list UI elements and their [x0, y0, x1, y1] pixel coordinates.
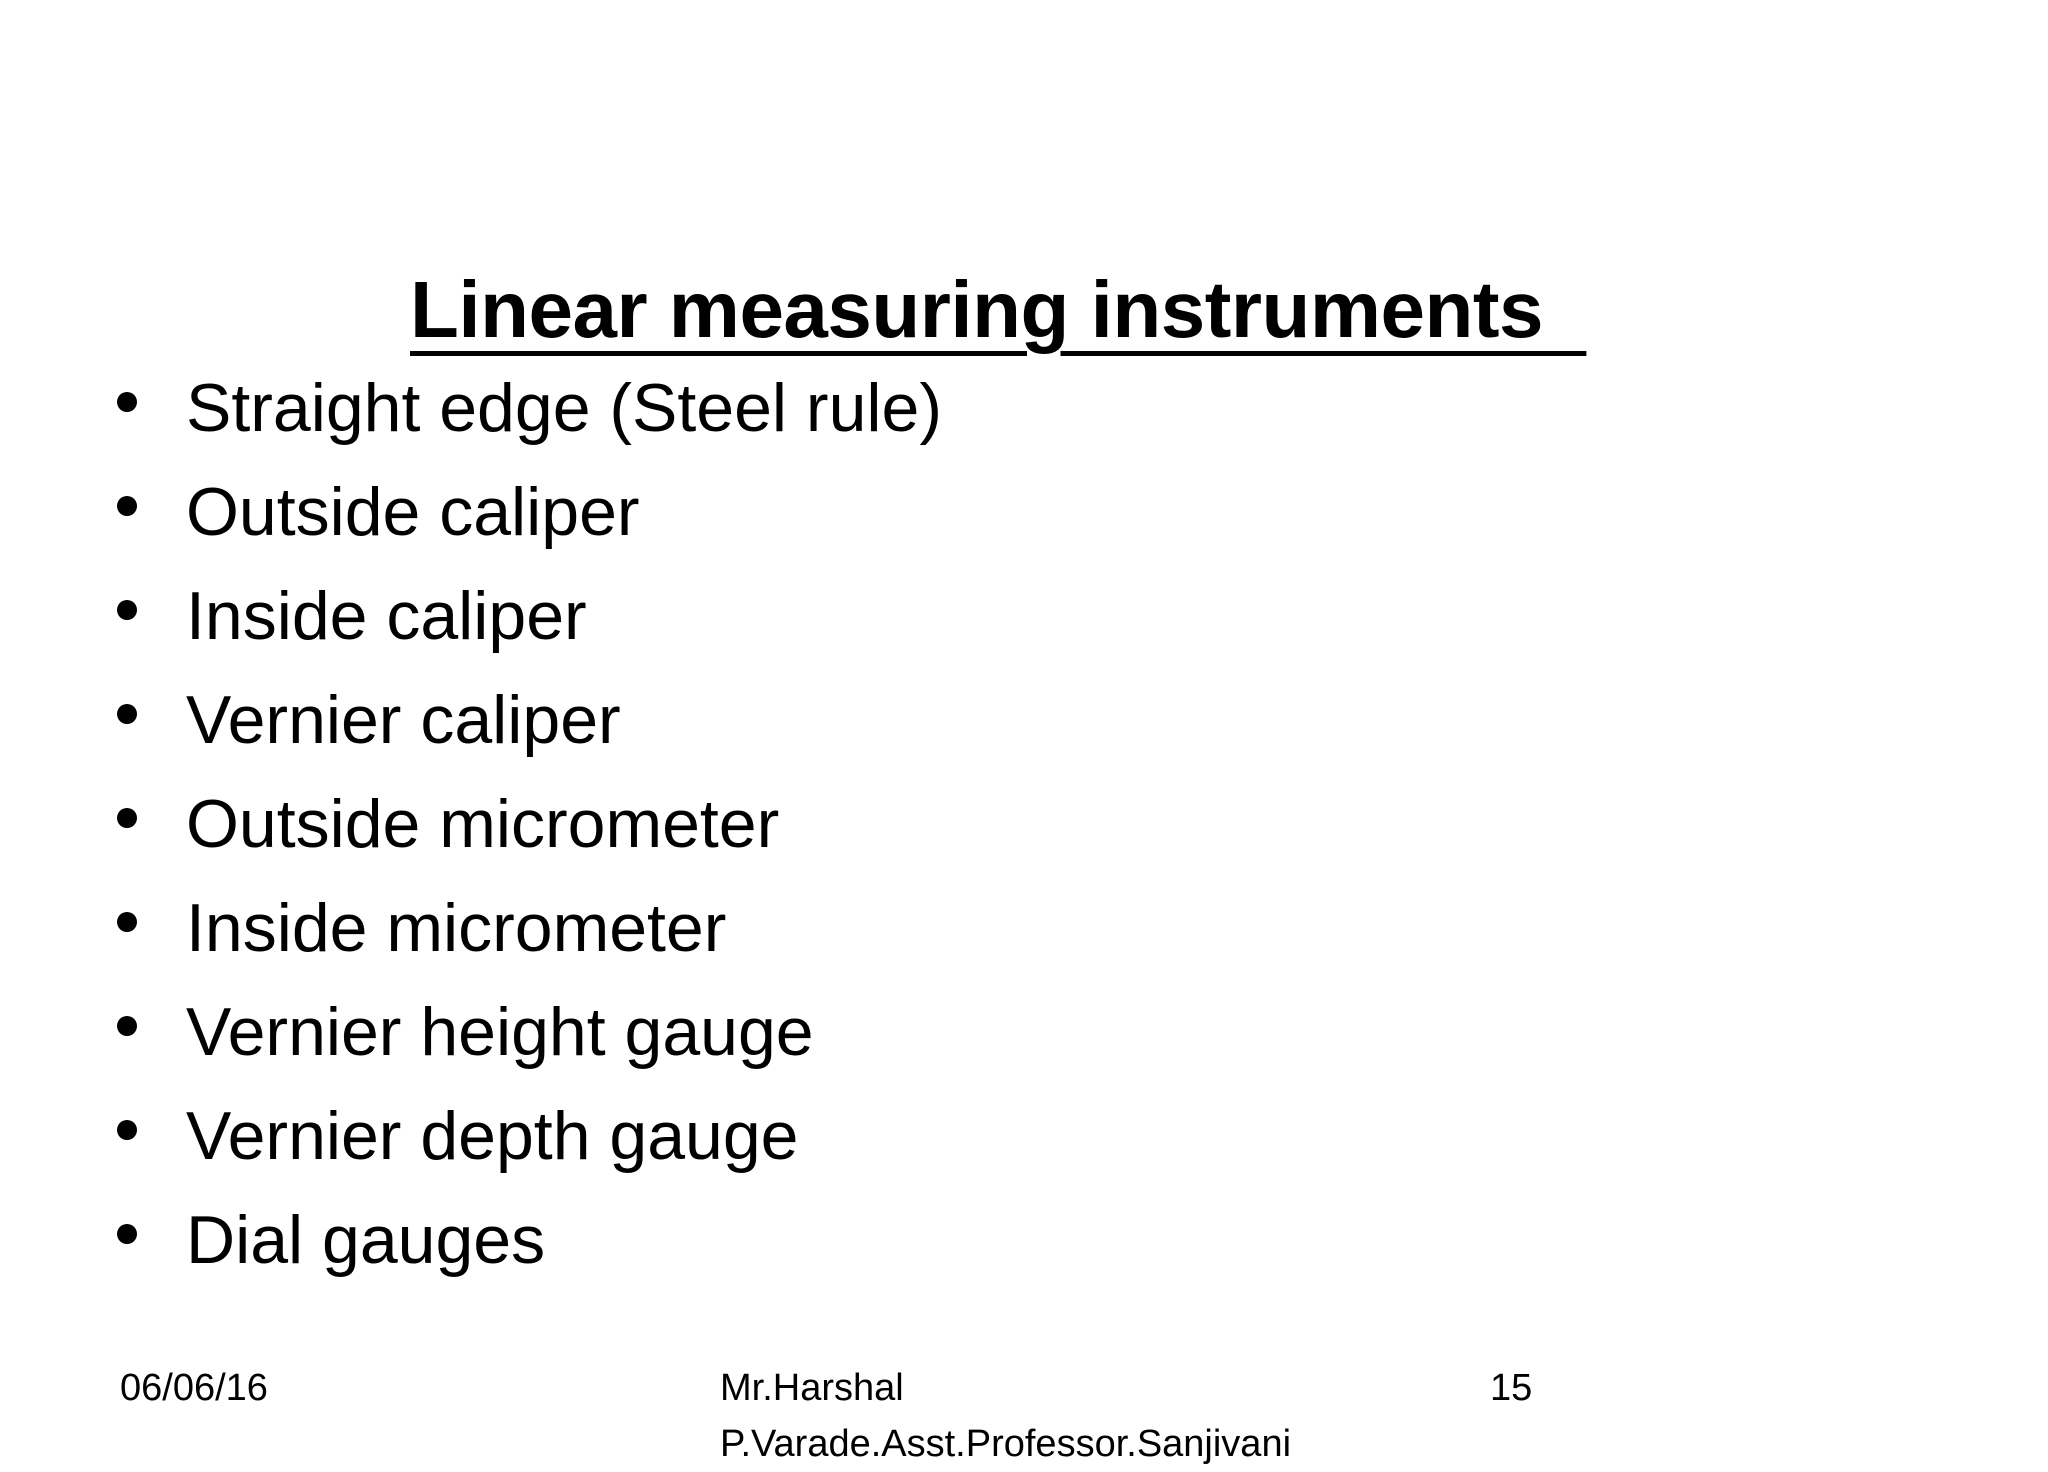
bullet-icon — [117, 392, 137, 412]
bullet-icon — [117, 808, 137, 828]
bullet-text: Vernier depth gauge — [186, 1098, 799, 1174]
bullet-text: Outside micrometer — [186, 786, 780, 862]
footer-author — [720, 1360, 1360, 1472]
bullet-icon — [117, 496, 137, 516]
slide-title: Linear measuring instruments — [410, 265, 1587, 354]
bullet-text: Inside micrometer — [186, 890, 727, 966]
bullet-icon — [117, 1224, 137, 1244]
bullet-text: Straight edge (Steel rule) — [186, 370, 942, 446]
bullet-text: Dial gauges — [186, 1202, 546, 1278]
bullet-icon — [117, 1120, 137, 1140]
page-number: 15 — [1490, 1367, 1533, 1409]
bullet-icon — [117, 1016, 137, 1036]
bullet-text: Inside caliper — [186, 578, 587, 654]
bullet-text: Vernier height gauge — [186, 994, 814, 1070]
bullet-text: Vernier caliper — [186, 682, 621, 758]
bullet-icon — [117, 912, 137, 932]
bullet-icon — [117, 704, 137, 724]
footer-date: 06/06/16 — [120, 1367, 268, 1409]
bullet-icon — [117, 600, 137, 620]
bullet-text: Outside caliper — [186, 474, 640, 550]
footer-author-line2: P.Varade.Asst.Professor.Sanjivani — [720, 1423, 1292, 1465]
footer-author-line1: Mr.Harshal — [720, 1367, 904, 1409]
